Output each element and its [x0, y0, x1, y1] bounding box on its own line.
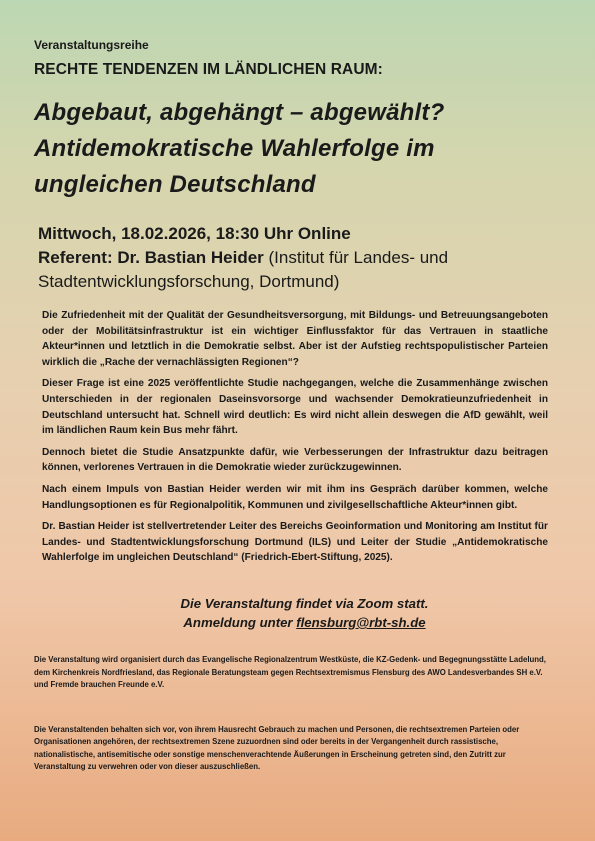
event-description — [42, 308, 548, 566]
title-line-2: Antidemokratische Wahlerfolge im — [34, 135, 435, 162]
zoom-line: Die Veranstaltung findet via Zoom statt. — [180, 595, 429, 611]
event-speaker — [38, 246, 555, 270]
paragraph-1: Die Zufriedenheit mit der Qualität der Gesundheitsversorgung, mit Bildungs- und Betreuungsangeboten oder der Mobilitätsinfrastruktur ist ein wichtiger Einflussfaktor für das Vertrauen in staatliche Akteur*innen und letztlich in die Demokratie selbst. Aber ist der Aufstieg rechtspopulistischer Parteien wirklich die „Rache der vernachlässigten Regionen“? — [42, 310, 548, 368]
registration-email-link[interactable]: flensburg@rbt-sh.de — [296, 614, 426, 630]
registration-line: Anmeldung unter flensburg@rbt-sh.de — [183, 614, 426, 630]
speaker-name: Referent: Dr. Bastian Heider — [38, 248, 264, 267]
series-label: Veranstaltungsreihe — [34, 38, 149, 52]
speaker-affiliation-1: (Institut für Landes- und — [263, 248, 449, 267]
paragraph-2: Dieser Frage ist eine 2025 veröffentlichte Studie nachgegangen, welche die Zusammenhänge zwischen Unterschieden in der regionalen Daseinsvorsorge und wachsender Demokratieunzufriedenheit in Deutschland untersucht hat. Schnell wird deutlich: Es wird nicht allein deswegen die AfD gewählt, weil im ländlichen Raum kein Bus mehr fährt. — [42, 378, 548, 437]
paragraph-3: Dennoch bietet die Studie Ansatzpunkte dafür, wie Verbesserungen der Infrastruktur dazu beitragen können, verlorenes Vertrauen in die Demokratie wieder zurückzugewinnen. — [42, 446, 548, 474]
series-title: RECHTE TENDENZEN IM LÄNDLICHEN RAUM: — [34, 61, 383, 78]
event-datetime: Mittwoch, 18.02.2026, 18:30 Uhr Online — [38, 224, 351, 243]
speaker-affiliation-2: Stadtentwicklungsforschung, Dortmund) — [38, 272, 340, 291]
organizer-note: Die Veranstaltung wird organisiert durch das Evangelische Regionalzentrum Westküste, die KZ-Gedenk- und Begegnungsstätte Ladelund, dem Kirchenkreis Nordfriesland, das Regionale Beratungsteam gegen Rechtsextremismus Flensburg des AWO Landesverbandes SH e.V. und Fremde brauchen Freunde e.V. — [34, 654, 546, 690]
zoom-notice — [54, 594, 555, 632]
paragraph-5: Dr. Bastian Heider ist stellvertretender Leiter des Bereichs Geoinformation und Monitoring am Institut für Landes- und Stadtentwicklungsforschung Dortmund (ILS) und Leiter der Studie „Antidemokratische Wahlerfolge im ungleichen Deutschland“ (Friedrich-Ebert-Stiftung, 2025). — [42, 521, 548, 564]
paragraph-4: Nach einem Impuls von Bastian Heider werden wir mit ihm ins Gespräch darüber kommen, welche Handlungsoptionen es für Regionalpolitik, Kommunen und zivilgesellschaftliche Akteur*innen gibt. — [42, 483, 548, 511]
disclaimer: Die Veranstaltenden behalten sich vor, von ihrem Hausrecht Gebrauch zu machen und Personen, die rechtsextremen Parteien oder Organisationen angehören, der rechtsextremen Szene zuzuordnen sind oder bereits in der Vergangenheit durch rassistische, nationalistische, antisemitische oder sonstige menschenverachtende Äußerungen in Erscheinung getreten sind, den Zutritt zur Veranstaltung zu verwehren oder von dieser auszuschließen. — [34, 724, 520, 772]
title-line-3: ungleichen Deutschland — [34, 171, 316, 198]
event-meta — [38, 222, 555, 294]
event-title — [34, 95, 555, 203]
title-line-1: Abgebaut, abgehängt – abgewählt? — [34, 99, 445, 126]
